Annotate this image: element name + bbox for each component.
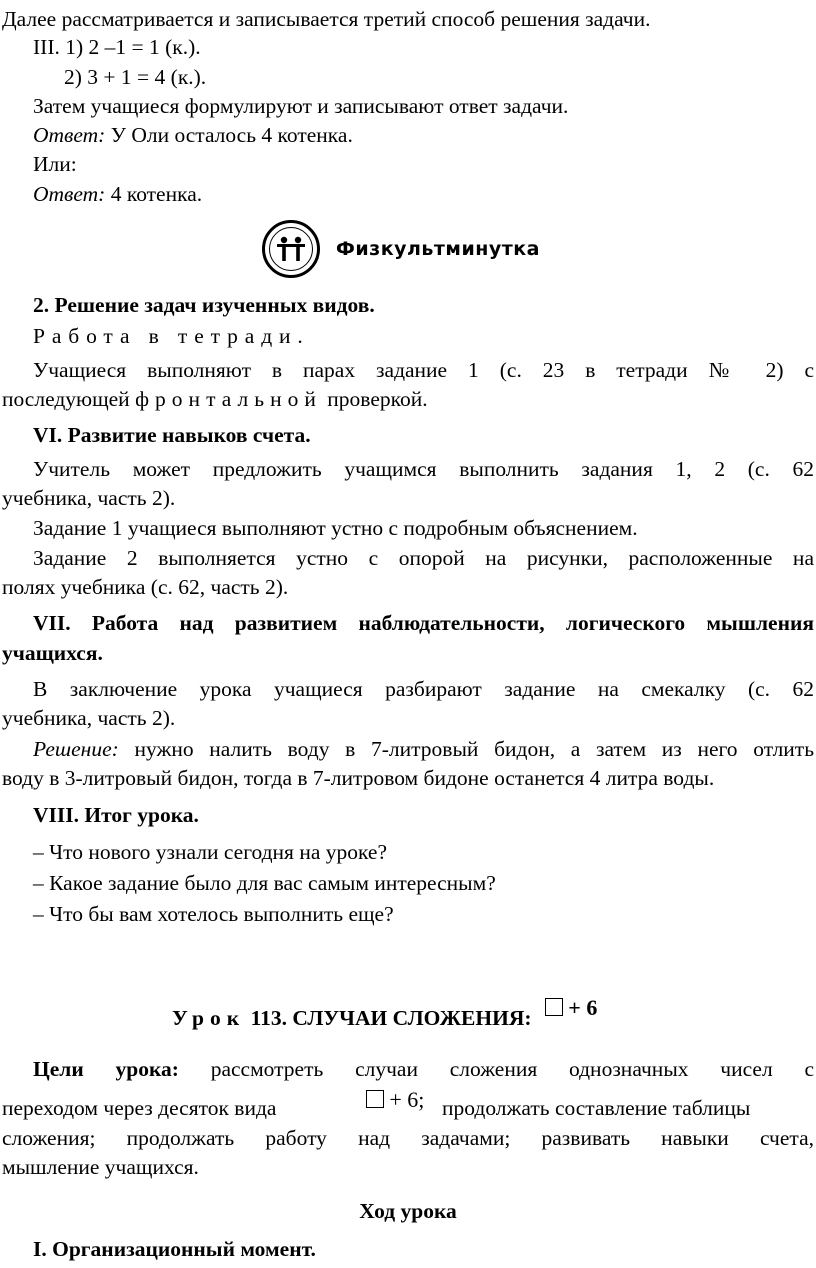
section-heading: учащихся. <box>2 641 103 665</box>
answer-label: Ответ: <box>33 182 106 206</box>
text-fragment: переходом через десяток вида <box>2 1096 277 1120</box>
formula <box>366 1086 424 1114</box>
paragraph-line <box>2 385 814 413</box>
question-line: – Что бы вам хотелось выполнить еще? <box>33 902 394 926</box>
empty-box-icon <box>366 1090 384 1108</box>
goals-line <box>33 1055 814 1083</box>
goals-line <box>2 1087 814 1122</box>
physminute-banner <box>262 218 540 280</box>
lesson-title-prefix: Урок <box>172 1006 246 1030</box>
text-line: Затем учащиеся формулируют и записывают ответ задачи. <box>33 94 569 118</box>
solution-step-2: 2) 3 + 1 = 4 (к.). <box>64 65 207 89</box>
section-heading: VII. Работа над развитием наблюдательности, логического мышления <box>33 611 814 635</box>
paragraph-line: Задание 1 учащиеся выполняют устно с подробным объяснением. <box>33 516 638 540</box>
formula-text: + 6; <box>389 1087 425 1112</box>
text-fragment: нужно налить воду в 7-литровый бидон, а затем из него отлить <box>118 737 814 761</box>
question-line: – Что нового узнали сегодня на уроке? <box>33 840 387 864</box>
work-mode-label: Работа в тетради. <box>33 324 310 348</box>
section-heading: 2. Решение задач изученных видов. <box>33 293 375 317</box>
paragraph-line: Учитель может предложить учащимся выполнить задания 1, 2 (с. 62 <box>33 457 814 481</box>
paragraph-line: воду в 3-литровый бидон, тогда в 7-литровом бидоне останется 4 литра воды. <box>2 766 715 790</box>
text-fragment: рассмотреть случаи сложения однозначных чисел с <box>178 1057 814 1081</box>
spaced-word: фронтальной <box>135 387 322 411</box>
goals-line: мышление учащихся. <box>2 1155 199 1179</box>
paragraph-line: полях учебника (с. 62, часть 2). <box>2 575 289 599</box>
paragraph-line: учебника, часть 2). <box>2 706 176 730</box>
paragraph-line: учебника, часть 2). <box>2 486 176 510</box>
answer-label: Ответ: <box>33 123 106 147</box>
text-line: Или: <box>33 152 77 176</box>
goals-label: Цели урока: <box>33 1057 179 1081</box>
paragraph-line: Учащиеся выполняют в парах задание 1 (с. 23 в тетради № 2) с <box>33 358 814 382</box>
paragraph-line: В заключение урока учащиеся разбирают задание на смекалку (с. 62 <box>33 677 814 701</box>
two-figures-icon <box>262 220 320 278</box>
answer-line <box>33 121 814 149</box>
answer-text: 4 котенка. <box>105 182 203 206</box>
text-fragment: продолжать составление таблицы <box>442 1096 751 1120</box>
text-fragment: последующей <box>2 387 136 411</box>
answer-text: У Оли осталось 4 котенка. <box>105 123 353 147</box>
formula <box>545 996 597 1020</box>
section-heading: VI. Развитие навыков счета. <box>33 423 311 447</box>
lesson-title <box>172 995 814 1032</box>
section-heading: I. Организационный момент. <box>33 1237 316 1261</box>
section-heading: VIII. Итог урока. <box>33 803 199 827</box>
goals-line: сложения; продолжать работу над задачами; развивать навыки счета, <box>2 1126 814 1150</box>
solution-step-1: III. 1) 2 –1 = 1 (к.). <box>33 35 201 59</box>
answer-line <box>33 180 814 208</box>
formula-text: + 6 <box>568 995 598 1020</box>
lesson-title-main: 113. СЛУЧАИ СЛОЖЕНИЯ: <box>245 1006 532 1030</box>
empty-box-icon <box>545 998 563 1016</box>
solution-label: Решение: <box>33 737 119 761</box>
physminute-label: Физкультминутка <box>336 238 541 260</box>
text-line: Далее рассматривается и записывается третий способ решения задачи. <box>2 7 651 31</box>
text-fragment: проверкой. <box>321 387 428 411</box>
question-line: – Какое задание было для вас самым интересным? <box>33 871 496 895</box>
paragraph-line: Задание 2 выполняется устно с опорой на рисунки, расположенные на <box>33 546 814 570</box>
lesson-course-heading: Ход урока <box>359 1199 457 1223</box>
solution-line <box>33 735 814 763</box>
